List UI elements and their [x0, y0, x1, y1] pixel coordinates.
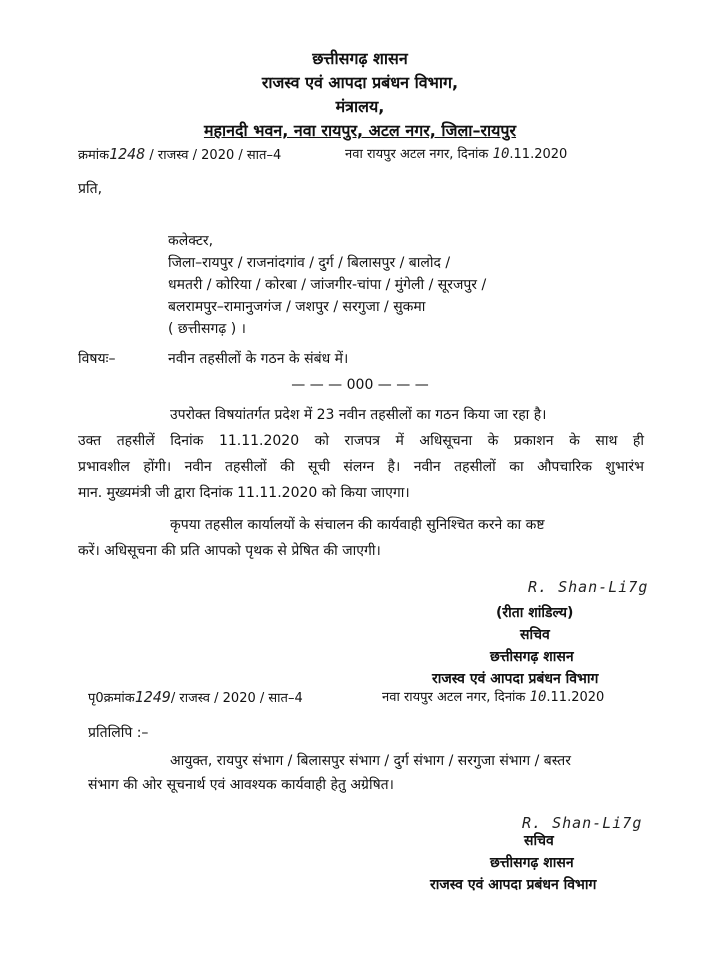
ref-suffix: / राजस्व / 2020 / सात–4: [149, 148, 282, 163]
para1-line2: उक्त तहसीलें दिनांक 11.11.2020 को राजपत्र में अधिसूचना के प्रकाशन के साथ ही: [78, 433, 644, 449]
para2-line1: कृपया तहसील कार्यालयों के संचालन की कार्यवाही सुनिश्चित करने का कष्ट: [170, 517, 545, 533]
subject-label: विषयः–: [78, 351, 116, 367]
signatory-name: (रीता शांडिल्य): [496, 605, 574, 621]
addressee-districts-3: बलरामपुर–रामानुजगंज / जशपुर / सरगुजा / सुकमा: [168, 299, 426, 315]
ref-day-handwritten: 10: [492, 146, 510, 162]
signatory-govt-2: छत्तीसगढ़ शासन: [490, 855, 574, 871]
addressee-state: ( छत्तीसगढ़ ) ।: [168, 321, 246, 337]
ref-prefix: क्रमांक: [78, 148, 110, 163]
ref2-prefix: पृ0क्रमांक: [88, 691, 135, 706]
signatory-dept-2: राजस्व एवं आपदा प्रबंधन विभाग: [430, 877, 597, 893]
ref2-day-handwritten: 10: [529, 689, 547, 705]
header-address: महानदी भवन, नवा रायपुर, अटल नगर, जिला–रायपुर: [203, 121, 517, 140]
header-department: राजस्व एवं आपदा प्रबंधन विभाग,: [261, 73, 459, 92]
reference-line-2: [88, 688, 303, 708]
separator: — — — 000 — — —: [291, 377, 429, 393]
header-govt: छत्तीसगढ़ शासन: [312, 49, 408, 68]
para1-line1: उपरोक्त विषयांतर्गत प्रदेश में 23 नवीन तहसीलों का गठन किया जा रहा है।: [170, 407, 547, 423]
ref2-suffix: / राजस्व / 2020 / सात–4: [170, 691, 303, 706]
addressee-districts-2: धमतरी / कोरिया / कोरबा / जांजगीर-चांपा / मुंगेली / सूरजपुर /: [168, 277, 487, 293]
ref-date-rest: .11.2020: [509, 147, 568, 162]
ref-number-handwritten: 1248: [109, 145, 146, 163]
signatory-designation-2: सचिव: [524, 833, 554, 849]
ref2-date-rest: .11.2020: [546, 690, 605, 705]
reference-date-2: [382, 688, 604, 707]
para2-line2: करें। अधिसूचना की प्रति आपको पृथक से प्रेषित की जाएगी।: [78, 543, 381, 559]
reference-line-1: [78, 145, 281, 165]
signature-2: R. Shan-Li7g: [522, 814, 643, 832]
signatory-govt-1: छत्तीसगढ़ शासन: [490, 649, 574, 665]
copy-line1: आयुक्त, रायपुर संभाग / बिलासपुर संभाग / दुर्ग संभाग / सरगुजा संभाग / बस्तर: [170, 753, 571, 769]
ref2-place-date: नवा रायपुर अटल नगर, दिनांक: [382, 690, 526, 705]
signature-1: R. Shan-Li7g: [528, 578, 649, 596]
addressee-districts-1: जिला–रायपुर / राजनांदगांव / दुर्ग / बिलासपुर / बालोद /: [168, 255, 451, 271]
addressee-title: कलेक्टर,: [168, 233, 214, 249]
prati-label: प्रति,: [78, 181, 103, 197]
ref2-number-handwritten: 1249: [134, 688, 171, 706]
subject-text: नवीन तहसीलों के गठन के संबंध में।: [168, 351, 349, 367]
copy-line2: संभाग की ओर सूचनार्थ एवं आवश्यक कार्यवाही हेतु अग्रेषित।: [88, 777, 394, 793]
signatory-dept-1: राजस्व एवं आपदा प्रबंधन विभाग: [432, 671, 599, 687]
para1-line3: प्रभावशील होंगी। नवीन तहसीलों की सूची संलग्न है। नवीन तहसीलों का औपचारिक शुभारंभ: [78, 459, 644, 475]
reference-date-1: [345, 145, 567, 164]
copy-label: प्रतिलिपि :–: [88, 725, 149, 741]
signatory-designation-1: सचिव: [520, 627, 550, 643]
ref-place-date: नवा रायपुर अटल नगर, दिनांक: [345, 147, 489, 162]
header-ministry: मंत्रालय,: [335, 97, 385, 116]
para1-line4: मान. मुख्यमंत्री जी द्वारा दिनांक 11.11.2020 को किया जाएगा।: [78, 485, 410, 501]
